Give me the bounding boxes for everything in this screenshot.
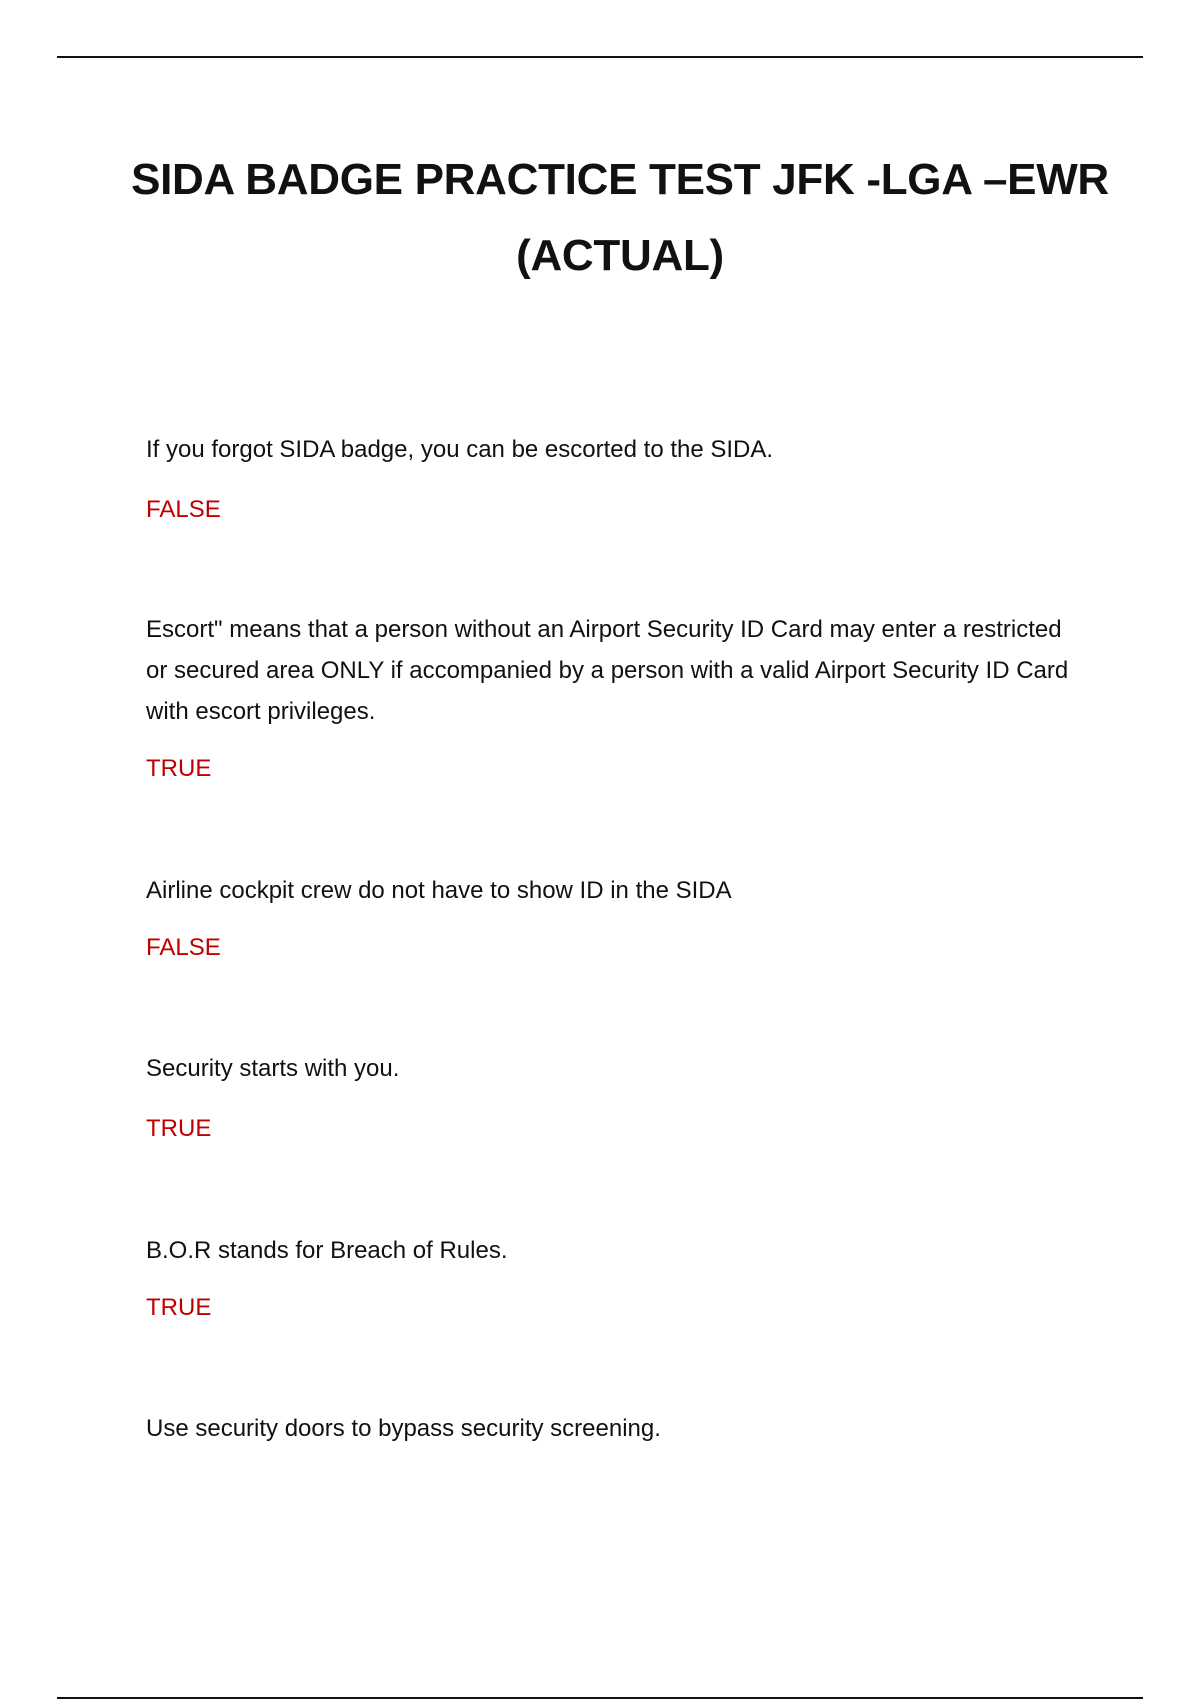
question-text: Use security doors to bypass security screening.	[146, 1415, 661, 1442]
footer-rule	[57, 1697, 1143, 1699]
question-text: Security starts with you.	[146, 1055, 400, 1082]
question-text: Escort" means that a person without an Airport Security ID Card may enter a restricted or secured area ONLY if accompanied by a person with a valid Airport Security ID Card with escort privileges.	[146, 616, 1069, 725]
question-block	[146, 609, 1086, 789]
question-block	[146, 870, 1086, 968]
document-title: SIDA BADGE PRACTICE TEST JFK -LGA –EWR (ACTUAL)	[131, 155, 1109, 280]
answer-text: TRUE	[146, 755, 212, 782]
question-block	[146, 1408, 1086, 1449]
question-text: B.O.R stands for Breach of Rules.	[146, 1237, 508, 1264]
question-text: Airline cockpit crew do not have to show ID in the SIDA	[146, 877, 732, 904]
question-block	[146, 1230, 1086, 1328]
answer-text: TRUE	[146, 1294, 212, 1321]
header-rule	[57, 56, 1143, 58]
question-text: If you forgot SIDA badge, you can be escorted to the SIDA.	[146, 436, 774, 463]
answer-text: FALSE	[146, 496, 221, 523]
answer-text: FALSE	[146, 934, 221, 961]
question-block	[146, 1048, 1086, 1149]
answer-text: TRUE	[146, 1115, 212, 1142]
question-block	[146, 429, 1086, 530]
